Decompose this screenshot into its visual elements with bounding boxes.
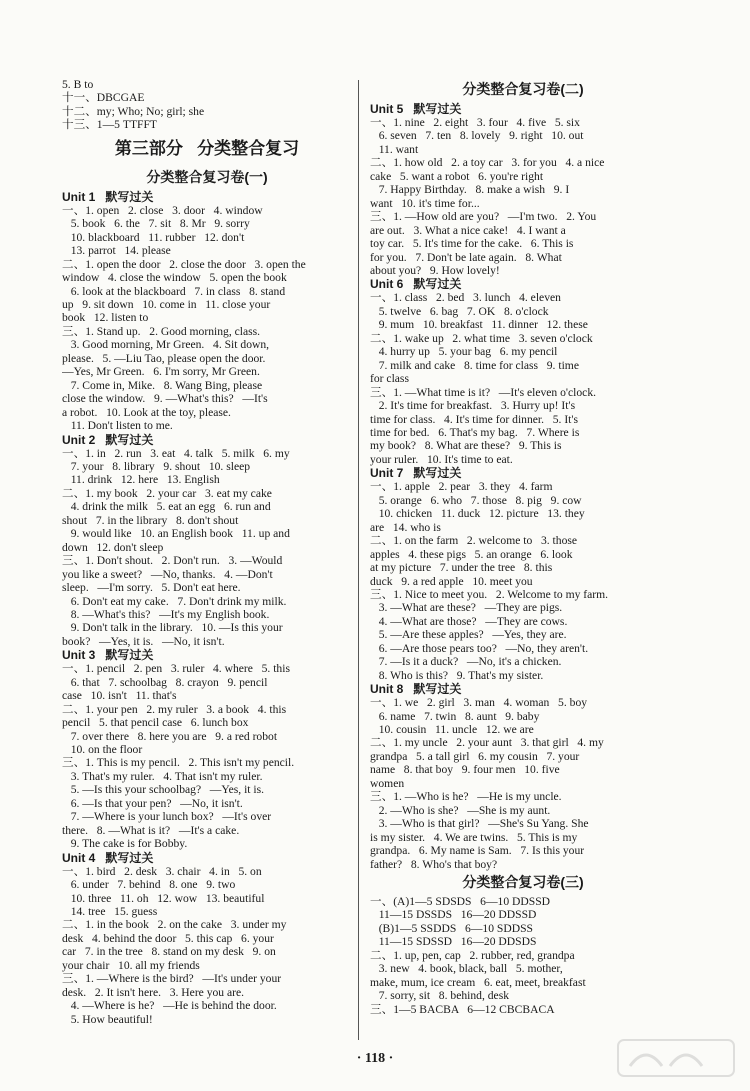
section-title: 分类整合复习卷(二) xyxy=(462,81,584,97)
answer-line: is my sister. 4. We are twins. 5. This is my xyxy=(370,830,578,844)
answer-line: 8. Who is this? 9. That's my sister. xyxy=(370,668,544,682)
answer-line: 一、1. open 2. close 3. door 4. window xyxy=(62,203,263,217)
answer-line: 6. under 7. behind 8. one 9. two xyxy=(62,878,236,892)
answer-line: 7. sorry, sit 8. behind, desk xyxy=(370,989,510,1003)
answer-line: 7. Come in, Mike. 8. Wang Bing, please xyxy=(62,378,263,392)
answer-line: down 12. don't sleep xyxy=(62,540,164,554)
answer-line: my book? 8. What are these? 9. This is xyxy=(370,439,562,453)
answer-line: 9. mum 10. breakfast 11. dinner 12. these xyxy=(370,318,588,332)
answer-line: 三、1. —What time is it? —It's eleven o'clock. xyxy=(370,385,597,399)
answer-line: 5. —Are these apples? —Yes, they are. xyxy=(370,628,567,642)
answer-line: make, mum, ice cream 6. eat, meet, breakfast xyxy=(370,975,586,989)
page-number: · 118 · xyxy=(356,1051,394,1066)
answer-line: 9. The cake is for Bobby. xyxy=(62,837,188,851)
unit-heading: Unit 5 默写过关 xyxy=(370,102,462,116)
answer-line: 7. milk and cake 8. time for class 9. time xyxy=(370,358,579,372)
answer-line: 一、1. bird 2. desk 3. chair 4. in 5. on xyxy=(62,864,262,878)
answer-line: 一、1. class 2. bed 3. lunch 4. eleven xyxy=(370,291,561,305)
answer-line: 11—15 SDSSD 16—20 DDSDS xyxy=(370,935,537,949)
unit-heading: Unit 8 默写过关 xyxy=(370,682,462,697)
answer-line: 十二、my; Who; No; girl; she xyxy=(62,104,205,118)
answer-line: duck 9. a red apple 10. meet you xyxy=(370,574,533,588)
answer-line: 一、1. nine 2. eight 3. four 4. five 5. six xyxy=(370,116,580,129)
left-column xyxy=(62,78,352,1026)
answer-line: 7. —Where is your lunch box? —It's over xyxy=(62,810,272,824)
answer-line: car 7. in the tree 8. stand on my desk 9. on xyxy=(62,945,276,959)
answer-line: 14. tree 15. guess xyxy=(62,905,158,919)
unit-heading: Unit 4 默写过关 xyxy=(62,850,154,865)
part-title: 第三部分 分类整合复习 xyxy=(114,138,300,158)
answer-line: —Yes, Mr Green. 6. I'm sorry, Mr Green. xyxy=(62,365,260,379)
answer-line: 6. —Is that your pen? —No, it isn't. xyxy=(62,796,243,810)
answer-line: 7. over there 8. here you are 9. a red robot xyxy=(62,729,278,743)
answer-line: 9. Don't talk in the library. 10. —Is this your xyxy=(62,621,283,635)
answer-line: 6. seven 7. ten 8. lovely 9. right 10. out xyxy=(370,129,584,143)
answer-line: 一、1. pencil 2. pen 3. ruler 4. where 5. this xyxy=(62,662,290,676)
answer-line: 6. look at the blackboard 7. in class 8. stand xyxy=(62,284,286,298)
answer-line: apples 4. these pigs 5. an orange 6. look xyxy=(370,547,573,561)
answer-line: a robot. 10. Look at the toy, please. xyxy=(62,405,231,419)
answer-line: 5. orange 6. who 7. those 8. pig 9. cow xyxy=(370,493,582,507)
answer-line: (B)1—5 SSDDS 6—10 SDDSS xyxy=(370,921,533,935)
answer-line: for you. 7. Don't be late again. 8. What xyxy=(370,250,562,264)
answer-line: 11. Don't listen to me. xyxy=(62,419,173,433)
answer-line: 一、1. in 2. run 3. eat 4. talk 5. milk 6. my xyxy=(62,446,290,460)
answer-line: there. 8. —What is it? —It's a cake. xyxy=(62,823,240,837)
answer-line: 4. drink the milk 5. eat an egg 6. run and xyxy=(62,500,271,514)
answer-line: 6. Don't eat my cake. 7. Don't drink my milk. xyxy=(62,594,287,608)
answer-line: 一、1. apple 2. pear 3. they 4. farm xyxy=(370,480,553,494)
answer-line: time for bed. 6. That's my bag. 7. Where is xyxy=(370,425,580,439)
answer-line: at my picture 7. under the tree 8. this xyxy=(370,561,553,575)
answer-line: 三、1. This is my pencil. 2. This isn't my pencil. xyxy=(62,756,295,770)
answer-line: 10. three 11. oh 12. wow 13. beautiful xyxy=(62,891,265,905)
answer-line: 2. —Who is she? —She is my aunt. xyxy=(370,803,551,817)
answer-line: 二、1. in the book 2. on the cake 3. under my xyxy=(62,918,287,932)
answer-line: 二、1. your pen 2. my ruler 3. a book 4. this xyxy=(62,702,287,716)
unit-heading: Unit 7 默写过关 xyxy=(370,466,462,481)
unit-heading: Unit 1 默写过关 xyxy=(62,189,154,204)
answer-line: time for class. 4. It's time for dinner. 5. It's xyxy=(370,412,578,426)
watermark-logo-icon xyxy=(616,1036,736,1080)
answer-line: 二、1. my uncle 2. your aunt 3. that girl 4. my xyxy=(370,736,604,750)
answer-line: 10. blackboard 11. rubber 12. don't xyxy=(62,230,245,244)
answer-line: 十一、DBCGAE xyxy=(62,91,145,105)
answer-line: 11. drink 12. here 13. English xyxy=(62,473,220,487)
answer-line: name 8. that boy 9. four men 10. five xyxy=(370,763,560,777)
answer-line: 3. —What are these? —They are pigs. xyxy=(370,601,563,615)
answer-line: 二、1. my book 2. your car 3. eat my cake xyxy=(62,486,272,500)
answer-line: grandpa 5. a tall girl 6. my cousin 7. your xyxy=(370,749,580,763)
answer-line: up 9. sit down 10. come in 11. close your xyxy=(62,297,271,311)
answer-line: 5. How beautiful! xyxy=(62,1012,153,1026)
answer-line: 4. hurry up 5. your bag 6. my pencil xyxy=(370,345,558,359)
answer-line: window 4. close the window 5. open the book xyxy=(62,271,287,285)
answer-line: 7. Happy Birthday. 8. make a wish 9. I xyxy=(370,183,570,197)
answer-line: 2. It's time for breakfast. 3. Hurry up! It's xyxy=(370,399,576,413)
column-divider xyxy=(358,80,359,1040)
answer-line: 二、1. how old 2. a toy car 3. for you 4. a nice xyxy=(370,156,605,170)
answer-line: 11—15 DSSDS 16—20 DDSSD xyxy=(370,908,537,922)
section-title: 分类整合复习卷(一) xyxy=(146,168,268,185)
answer-line: 10. chicken 11. duck 12. picture 13. they xyxy=(370,507,585,521)
unit-heading: Unit 3 默写过关 xyxy=(62,648,154,663)
answer-line: 三、1. —Where is the bird? —It's under your xyxy=(62,972,282,986)
answer-line: 10. on the floor xyxy=(62,743,143,757)
answer-line: desk. 2. It isn't here. 3. Here you are. xyxy=(62,985,245,999)
answer-line: 5. book 6. the 7. sit 8. Mr 9. sorry xyxy=(62,217,250,231)
right-column xyxy=(370,78,676,1016)
answer-line: 5. B to xyxy=(62,78,94,91)
answer-line: 三、1. Nice to meet you. 2. Welcome to my farm. xyxy=(370,587,609,601)
answer-line: for class xyxy=(370,372,409,386)
answer-line: about you? 9. How lovely! xyxy=(370,263,500,277)
answer-line: 6. —Are those pears too? —No, they aren't. xyxy=(370,641,589,655)
answer-line: cake 5. want a robot 6. you're right xyxy=(370,169,544,183)
answer-line: you like a sweet? —No, thanks. 4. —Don't xyxy=(62,567,273,581)
answer-line: 二、1. up, pen, cap 2. rubber, red, grandpa xyxy=(370,948,575,962)
unit-heading: Unit 6 默写过关 xyxy=(370,277,462,292)
answer-line: 二、1. wake up 2. what time 3. seven o'clock xyxy=(370,331,593,345)
answer-line: 三、1. Stand up. 2. Good morning, class. xyxy=(62,324,261,338)
answer-line: 二、1. on the farm 2. welcome to 3. those xyxy=(370,534,578,548)
answer-line: 7. your 8. library 9. shout 10. sleep xyxy=(62,459,251,473)
answer-line: 三、1. Don't shout. 2. Don't run. 3. —Would xyxy=(62,554,283,568)
section-title: 分类整合复习卷(三) xyxy=(462,874,584,891)
answer-line: 三、1. —How old are you? —I'm two. 2. You xyxy=(370,210,597,224)
answer-line: 13. parrot 14. please xyxy=(62,244,171,258)
answer-line: 一、(A)1—5 SDSDS 6—10 DDSSD xyxy=(370,895,551,909)
answer-line: 一、1. we 2. girl 3. man 4. woman 5. boy xyxy=(370,696,588,710)
answer-line: women xyxy=(370,776,405,790)
answer-line: grandpa. 6. My name is Sam. 7. Is this your xyxy=(370,844,585,858)
answer-line: book 12. listen to xyxy=(62,311,149,325)
answer-line: sleep. —I'm sorry. 5. Don't eat here. xyxy=(62,581,241,595)
answer-line: 三、1. —Who is he? —He is my uncle. xyxy=(370,790,562,804)
answer-line: 5. twelve 6. bag 7. OK 8. o'clock xyxy=(370,304,549,318)
answer-line: your ruler. 10. It's time to eat. xyxy=(370,452,513,466)
answer-line: are out. 3. What a nice cake! 4. I want a xyxy=(370,223,566,237)
answer-line: toy car. 5. It's time for the cake. 6. This is xyxy=(370,237,574,251)
answer-line: 三、1—5 BACBA 6—12 CBCBACA xyxy=(370,1002,555,1016)
answer-line: 3. —Who is that girl? —She's Su Yang. She xyxy=(370,817,589,831)
answer-line: 3. new 4. book, black, ball 5. mother, xyxy=(370,962,563,976)
answer-line: 6. name 7. twin 8. aunt 9. baby xyxy=(370,709,540,723)
answer-line: book? —Yes, it is. —No, it isn't. xyxy=(62,634,225,648)
answer-line: 6. that 7. schoolbag 8. crayon 9. pencil xyxy=(62,675,268,689)
answer-line: 10. cousin 11. uncle 12. we are xyxy=(370,723,534,737)
answer-line: 11. want xyxy=(370,142,419,156)
answer-line: 二、1. open the door 2. close the door 3. open the xyxy=(62,257,306,271)
answer-line: father? 8. Who's that boy? xyxy=(370,857,498,871)
answer-line: case 10. isn't 11. that's xyxy=(62,689,177,703)
answer-line: 3. That's my ruler. 4. That isn't my ruler. xyxy=(62,769,263,783)
answer-line: 9. would like 10. an English book 11. up and xyxy=(62,527,290,541)
answer-line: 3. Good morning, Mr Green. 4. Sit down, xyxy=(62,338,270,352)
answer-line: 4. —Where is he? —He is behind the door. xyxy=(62,999,277,1013)
answer-line: 4. —What are those? —They are cows. xyxy=(370,614,568,628)
answer-line: 5. —Is this your schoolbag? —Yes, it is. xyxy=(62,783,265,797)
answer-line: please. 5. —Liu Tao, please open the door. xyxy=(62,351,266,365)
answer-line: desk 4. behind the door 5. this cap 6. your xyxy=(62,931,274,945)
answer-line: shout 7. in the library 8. don't shout xyxy=(62,513,239,527)
answer-line: close the window. 9. —What's this? —It's xyxy=(62,392,268,406)
answer-line: 十三、1—5 TTFFT xyxy=(62,118,158,132)
answer-line: pencil 5. that pencil case 6. lunch box xyxy=(62,716,249,730)
answer-line: 7. —Is it a duck? —No, it's a chicken. xyxy=(370,655,562,669)
answer-line: want 10. it's time for... xyxy=(370,196,480,210)
answer-line: are 14. who is xyxy=(370,520,441,534)
answer-line: your chair 10. all my friends xyxy=(62,958,200,972)
unit-heading: Unit 2 默写过关 xyxy=(62,432,154,447)
answer-line: 8. —What's this? —It's my English book. xyxy=(62,607,270,621)
